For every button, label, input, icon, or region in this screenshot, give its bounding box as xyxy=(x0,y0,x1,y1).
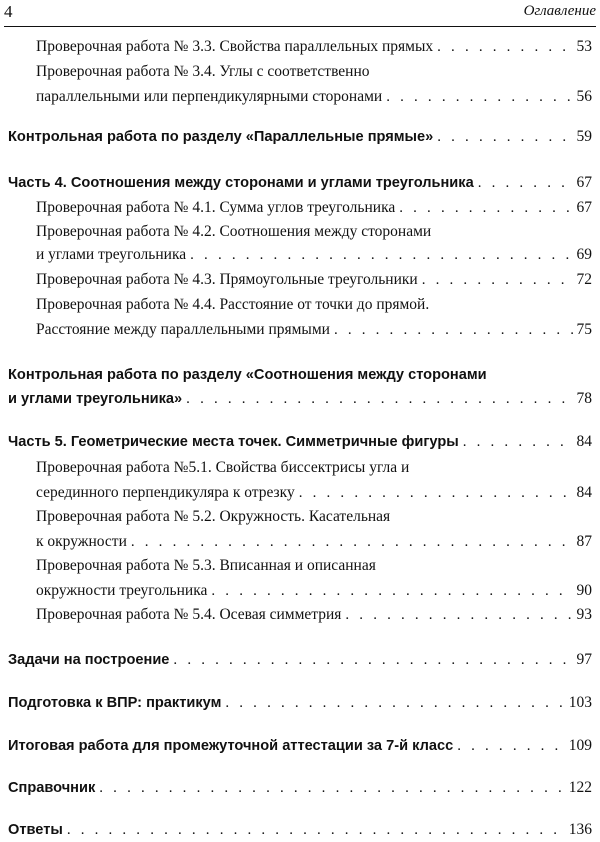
toc-entry-title: Проверочная работа № 5.4. Осевая симметрия xyxy=(36,606,342,623)
leader-dots xyxy=(186,387,572,411)
page-header xyxy=(4,0,596,27)
leader-dots xyxy=(225,691,564,715)
toc-entry[interactable] xyxy=(8,691,592,715)
toc-entry-page: 67 xyxy=(576,199,592,216)
toc-entry[interactable] xyxy=(8,387,592,411)
leader-dots xyxy=(478,171,573,195)
toc-entry-page: 59 xyxy=(576,128,592,145)
toc-entry-line[interactable] xyxy=(8,363,592,387)
toc-entry-title: Задачи на построение xyxy=(8,652,170,668)
leader-dots xyxy=(457,734,565,758)
toc-entry[interactable] xyxy=(8,734,592,758)
toc-entry-page: 53 xyxy=(576,38,592,55)
toc-entry[interactable] xyxy=(8,125,592,149)
toc-entry[interactable] xyxy=(36,481,592,505)
toc-entry-line[interactable] xyxy=(36,456,592,480)
toc-entry-page: 87 xyxy=(576,533,592,550)
toc-entry-page: 136 xyxy=(568,821,592,838)
toc-entry-title: Проверочная работа № 4.3. Прямоугольные треугольники xyxy=(36,271,418,288)
leader-dots xyxy=(386,85,572,109)
toc-entry[interactable] xyxy=(36,603,592,627)
leader-dots xyxy=(437,125,572,149)
toc-entry-line[interactable] xyxy=(36,505,592,529)
leader-dots xyxy=(463,430,573,454)
leader-dots xyxy=(190,243,572,267)
toc-entry-title: Итоговая работа для промежуточной аттестации за 7-й класс xyxy=(8,738,454,754)
toc-entry-title: Проверочная работа № 3.3. Свойства параллельных прямых xyxy=(36,38,434,55)
toc-entry[interactable] xyxy=(8,818,592,842)
toc-entry-page: 78 xyxy=(576,390,592,407)
toc-entry-title: к окружности xyxy=(36,533,127,550)
toc-entry-title: Расстояние между параллельными прямыми xyxy=(36,321,330,338)
toc-entry-page: 109 xyxy=(568,737,592,754)
toc-entry-line[interactable] xyxy=(36,220,592,244)
toc-entry-title: Контрольная работа по разделу «Параллельные прямые» xyxy=(8,129,434,145)
toc-entry-title: и углами треугольника xyxy=(36,246,187,263)
toc-entry-title: серединного перпендикуляра к отрезку xyxy=(36,484,295,501)
toc-entry-page: 103 xyxy=(568,694,592,711)
toc-entry[interactable] xyxy=(36,243,592,267)
toc-entry-title: Проверочная работа № 4.4. Расстояние от точки до прямой. xyxy=(36,296,430,313)
toc-entry-title: Часть 4. Соотношения между сторонами и углами треугольника xyxy=(8,175,474,191)
leader-dots xyxy=(437,35,572,59)
toc-entry-title: Ответы xyxy=(8,822,63,838)
toc-entry-line[interactable] xyxy=(36,554,592,578)
page-number: 4 xyxy=(4,2,13,21)
leader-dots xyxy=(99,776,564,800)
toc-entry[interactable] xyxy=(8,776,592,800)
toc-entry-title: и углами треугольника» xyxy=(8,391,183,407)
toc-entry-title: Проверочная работа № 4.1. Сумма углов треугольника xyxy=(36,199,396,216)
toc-entry[interactable] xyxy=(8,171,592,195)
toc-entry-page: 56 xyxy=(576,88,592,105)
toc-entry-page: 84 xyxy=(576,484,592,501)
toc-entry[interactable] xyxy=(36,318,592,342)
toc-entry-page: 93 xyxy=(576,606,592,623)
toc-entry-title: Контрольная работа по разделу «Соотношения между сторонами xyxy=(8,367,487,383)
toc-entry-page: 69 xyxy=(576,246,592,263)
toc-entry[interactable] xyxy=(36,530,592,554)
toc-entry-title: параллельными или перпендикулярными сторонами xyxy=(36,88,383,105)
leader-dots xyxy=(422,268,573,292)
toc-entry-page: 67 xyxy=(576,174,592,191)
toc-entry-title: Проверочная работа № 5.2. Окружность. Касательная xyxy=(36,508,391,525)
toc-entry-title: Часть 5. Геометрические места точек. Симметричные фигуры xyxy=(8,434,459,450)
toc-entry-title: окружности треугольника xyxy=(36,582,208,599)
toc-entry[interactable] xyxy=(8,648,592,672)
toc-entry-page: 122 xyxy=(568,779,592,796)
toc-entry-page: 72 xyxy=(576,271,592,288)
toc-entry-title: Проверочная работа № 5.3. Вписанная и описанная xyxy=(36,557,376,574)
toc-entry-line[interactable] xyxy=(36,60,592,84)
toc-entry[interactable] xyxy=(36,35,592,59)
toc-entry[interactable] xyxy=(36,196,592,220)
section-title: Оглавление xyxy=(523,3,596,19)
leader-dots xyxy=(334,318,573,342)
leader-dots xyxy=(399,196,572,220)
leader-dots xyxy=(299,481,573,505)
leader-dots xyxy=(131,530,573,554)
toc-entry-title: Проверочная работа № 3.4. Углы с соответственно xyxy=(36,63,370,80)
toc-entry-title: Проверочная работа № 4.2. Соотношения между сторонами xyxy=(36,223,432,240)
toc-entry-page: 75 xyxy=(576,321,592,338)
toc-entry[interactable] xyxy=(36,579,592,603)
toc-entry-page: 84 xyxy=(576,433,592,450)
leader-dots xyxy=(173,648,572,672)
toc-entry-title: Справочник xyxy=(8,780,96,796)
leader-dots xyxy=(345,603,572,627)
toc-entry-line[interactable] xyxy=(36,293,592,317)
toc-entry-page: 97 xyxy=(576,651,592,668)
leader-dots xyxy=(211,579,572,603)
toc-entry[interactable] xyxy=(8,430,592,454)
toc-entry-page: 90 xyxy=(576,582,592,599)
toc-entry[interactable] xyxy=(36,85,592,109)
leader-dots xyxy=(67,818,565,842)
toc-entry-title: Проверочная работа №5.1. Свойства биссектрисы угла и xyxy=(36,459,410,476)
toc-entry-title: Подготовка к ВПР: практикум xyxy=(8,695,222,711)
toc-entry[interactable] xyxy=(36,268,592,292)
